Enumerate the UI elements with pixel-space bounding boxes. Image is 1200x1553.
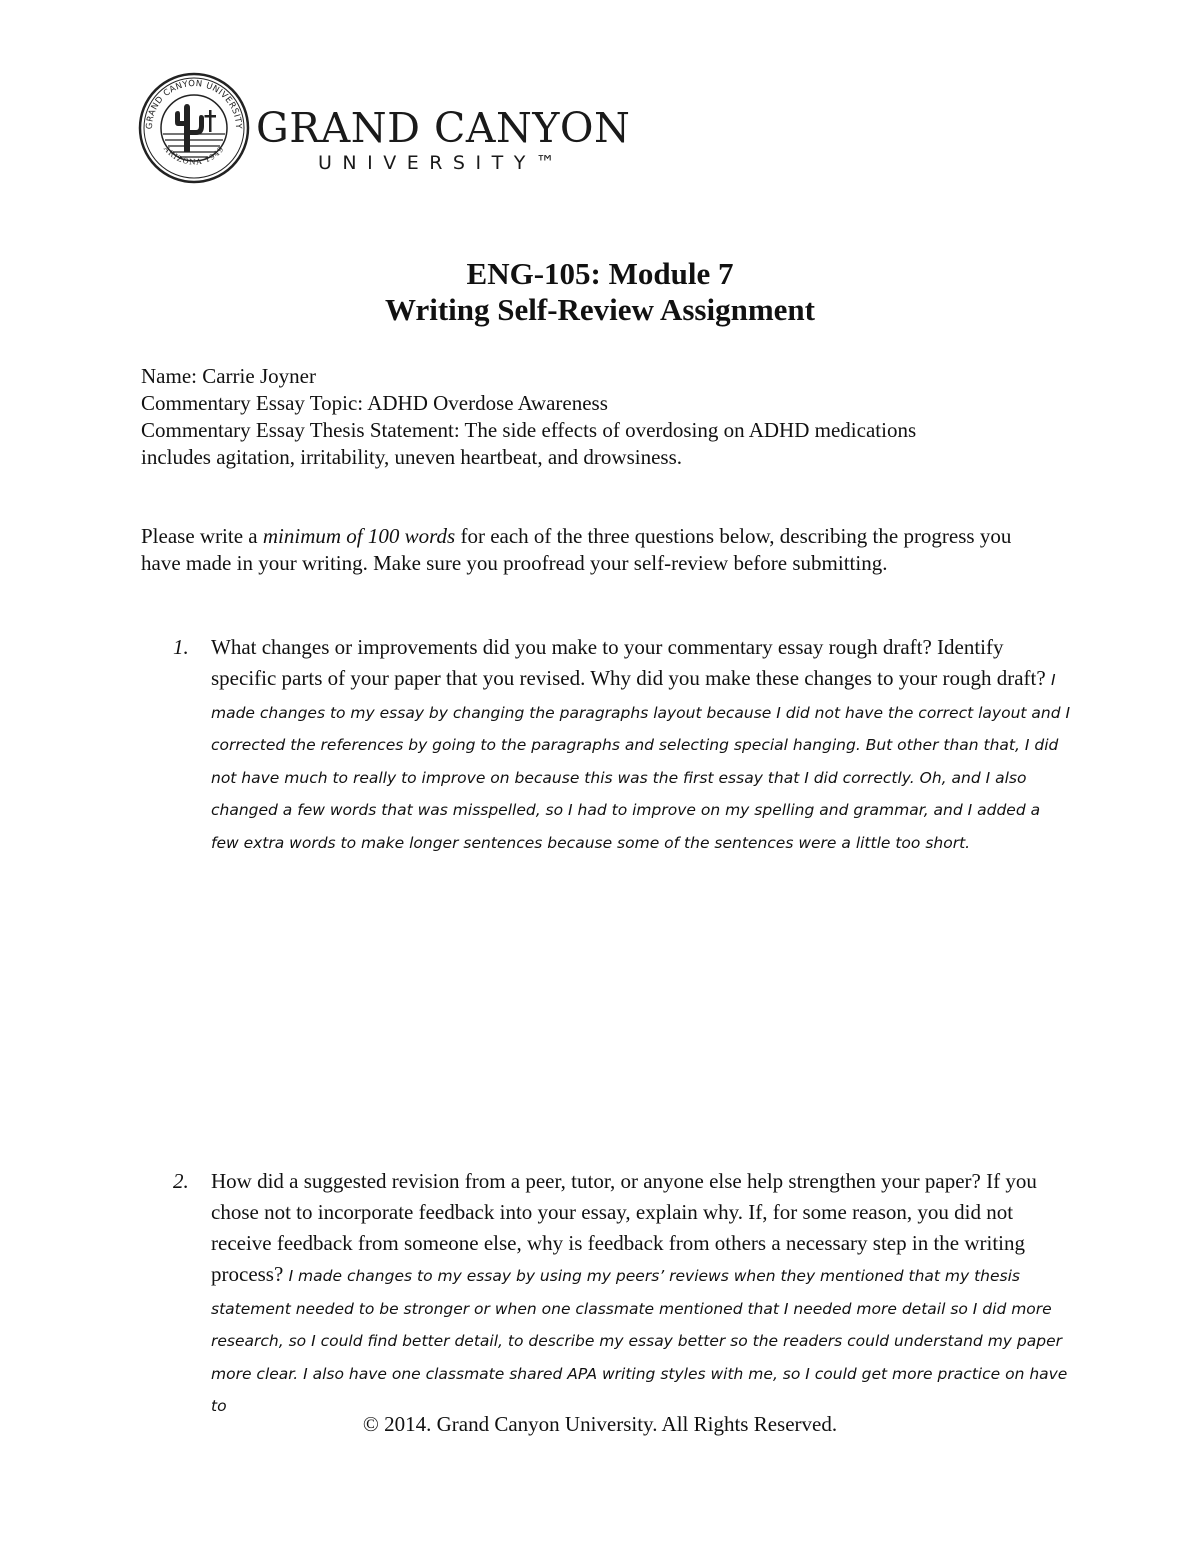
essay-topic: Commentary Essay Topic: ADHD Overdose Awareness bbox=[141, 391, 608, 415]
document-title bbox=[0, 256, 1200, 328]
question-prompt: How did a suggested revision from a peer, tutor, or anyone else help strengthen your paper? If you chose not to incorporate feedback into your essay, explain why. If, for some reason, you did not receive feedback from someone else, why is feedback from others a necessary step in the writing process? bbox=[211, 1169, 1037, 1286]
question-body bbox=[211, 1166, 1071, 1422]
thesis-statement-line-2: includes agitation, irritability, uneven heartbeat, and drowsiness. bbox=[141, 445, 682, 469]
question-prompt: What changes or improvements did you make to your commentary essay rough draft? Identify specific parts of your paper that you revised. Why did you make these changes to your rough draft? bbox=[211, 635, 1051, 690]
copyright-footer: © 2014. Grand Canyon University. All Rights Reserved. bbox=[362, 1412, 838, 1436]
question-item-1 bbox=[141, 632, 1071, 858]
question-body bbox=[211, 632, 1071, 858]
student-info bbox=[141, 363, 1041, 471]
course-title: ENG-105: Module 7 bbox=[466, 256, 734, 291]
instructions-paragraph bbox=[141, 523, 1021, 577]
university-wordmark bbox=[256, 106, 636, 176]
instructions-emphasis: minimum of 100 words bbox=[262, 524, 456, 548]
university-seal-icon bbox=[138, 72, 250, 184]
university-logo bbox=[138, 72, 638, 190]
student-answer: I made changes to my essay by changing the paragraphs layout because I did not have the correct layout and I corrected the references by going to the paragraphs and selecting special hanging. But other than that, I did not have much to really to improve on because this was the first essay that I did correctly. Oh, and I also changed a few words that was misspelled, so I had to improve on my spelling and grammar, and I added a few extra words to make longer sentences because some of the sentences were a little too short. bbox=[211, 671, 1071, 852]
question-number: 1. bbox=[173, 635, 189, 659]
assignment-title: Writing Self-Review Assignment bbox=[385, 292, 815, 327]
logo-title: GRAND CANYON bbox=[256, 104, 631, 152]
thesis-statement-line-1: Commentary Essay Thesis Statement: The side effects of overdosing on ADHD medications bbox=[141, 418, 917, 442]
logo-subtitle: UNIVERSITY™ bbox=[318, 152, 566, 174]
question-item-2 bbox=[141, 1166, 1071, 1422]
instructions-text-start: Please write a bbox=[141, 524, 263, 548]
student-answer: I made changes to my essay by using my peers’ reviews when they mentioned that my thesis statement needed to be stronger or when one classmate mentioned that I needed more detail so I did more research, so I could find better detail, to describe my essay better so the readers could understand my paper more clear. I also have one classmate shared APA writing styles with me, so I could get more practice on have to bbox=[211, 1267, 1068, 1415]
svg-text:GRAND CANYON UNIVERSITY: GRAND CANYON UNIVERSITY bbox=[144, 78, 244, 130]
svg-text:ARIZONA 1949: ARIZONA 1949 bbox=[162, 144, 226, 167]
instructions-text-end: for each of the three questions below, describing the progress you have made in your writing. Make sure you proofread your self-review before submitting. bbox=[141, 524, 1012, 575]
question-number: 2. bbox=[173, 1169, 189, 1193]
student-name: Name: Carrie Joyner bbox=[141, 364, 316, 388]
